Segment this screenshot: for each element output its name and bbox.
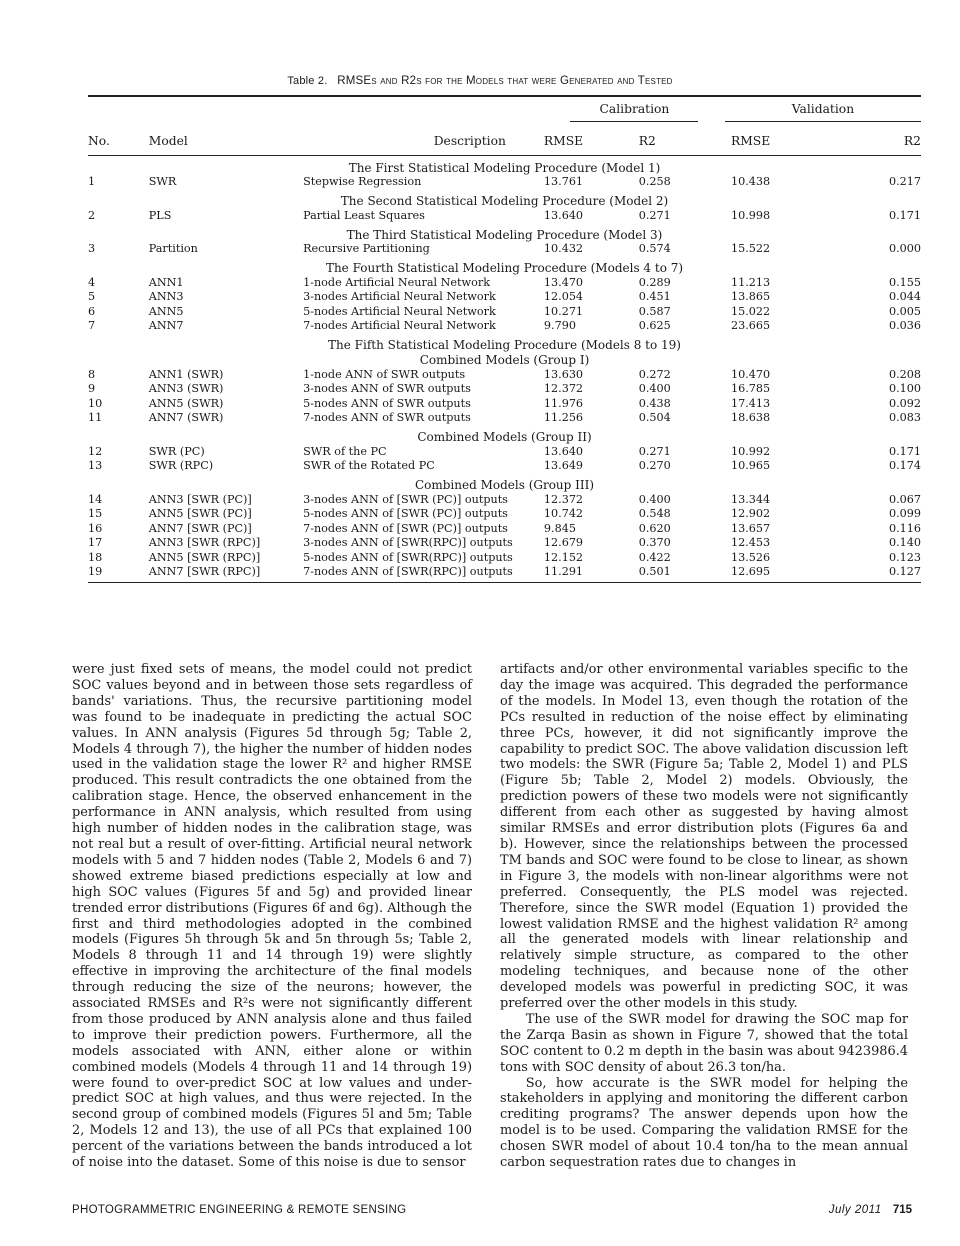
cell-val-rmse: 15.022 <box>730 304 771 318</box>
cell-val-rmse: 13.344 <box>730 492 771 506</box>
cell-val-rmse: 23.665 <box>730 319 771 332</box>
table-row <box>88 242 921 257</box>
cell-description: 3-nodes ANN of [SWR(RPC)] outputs <box>303 536 513 549</box>
journal-name: PHOTOGRAMMETRIC ENGINEERING & REMOTE SENSING <box>72 1204 407 1216</box>
cell-val-rmse: 13.526 <box>730 550 771 564</box>
cell-description: 1-node Artificial Neural Network <box>303 275 490 289</box>
cell-model: ANN1 (SWR) <box>148 367 224 381</box>
cell-description: Stepwise Regression <box>303 175 422 188</box>
table-row <box>88 209 921 224</box>
cell-no: 7 <box>88 319 96 332</box>
cell-val-rmse: 10.992 <box>730 444 771 458</box>
table-caption-text: RMSEs and R2s for the Models that were Generated and Tested <box>337 75 673 87</box>
cell-model: ANN7 <box>148 319 184 332</box>
cell-val-rmse: 12.695 <box>725 565 872 582</box>
cell-val-rmse: 11.213 <box>730 275 771 289</box>
table-row <box>88 459 921 474</box>
table-row <box>88 290 921 305</box>
cell-no: 5 <box>88 290 96 303</box>
cell-cal-r2: 0.504 <box>638 411 671 424</box>
cell-val-r2: 0.155 <box>888 275 921 289</box>
cell-val-r2: 0.005 <box>888 304 921 318</box>
cell-val-rmse: 12.453 <box>730 536 771 549</box>
cell-val-rmse: 10.470 <box>730 367 771 381</box>
table-row <box>88 305 921 320</box>
cell-description: 7-nodes Artificial Neural Network <box>303 319 496 332</box>
cell-no: 13 <box>88 459 103 472</box>
cell-description: 5-nodes ANN of [SWR (PC)] outputs <box>303 507 508 520</box>
table-row <box>88 536 921 551</box>
footer-right <box>829 1204 912 1216</box>
table-row <box>88 276 921 291</box>
cell-val-rmse: 13.657 <box>730 521 771 535</box>
cell-cal-rmse: 10.271 <box>543 304 584 318</box>
cell-cal-rmse: 11.291 <box>544 565 629 582</box>
cell-description: Recursive Partitioning <box>303 242 430 255</box>
cell-cal-rmse: 9.790 <box>543 319 576 332</box>
table-row <box>88 397 921 412</box>
cell-cal-r2: 0.620 <box>638 521 671 535</box>
paragraph: were just fixed sets of means, the model could not predict SOC values beyond and in between those sets regardless of bands' variations. Thus, the recursive partitioning model was found to be inadequate in predicting the actual SOC values. In ANN analysis (Figures 5d through 5g; Table 2, Models 4 through 7), the higher the number of hidden nodes used in the validation stage the lower R² and higher RMSE produced. This result contradicts the one obtained from the calibration stage. Hence, the observed enhancement in the performance in ANN analysis, which resulted from using high number of hidden nodes in the calibration stage, was not real but a result of over-fitting. Artificial neural network models with 5 and 7 hidden nodes (Table 2, Models 6 and 7) showed extreme biased predictions especially at low and high SOC values (Figures 5f and 5g) and provided linear trended error distributions (Figures 6f and 6g). Although the first and third methodologies adopted in the combined models (Figures 5h through 5k and 5n through 5s; Table 2, Models 8 through 11 and 14 through 19) were slightly effective in improving the architecture of the final models through reducing the size of the neurons; however, the associated RMSEs and R²s were not significantly different from those produced by ANN analysis alone and thus failed to improve their prediction powers. Furthermore, all the models associated with ANN, either alone or within combined models (Models 4 through 11 and 14 through 19) were found to over-predict SOC at low values and under-predict SOC at high values, and thus were rejected. In the second group of combined models (Figures 5l and 5m; Table 2, Models 12 and 13), the use of all PCs that explained 100 percent of the variations between the bands introduced a lot of noise into the dataset. Some of this noise is due to sensor <box>72 662 472 1171</box>
cell-cal-r2: 0.272 <box>638 367 671 381</box>
issue-date: July 2011 <box>828 1204 882 1216</box>
results-table <box>88 95 921 583</box>
cell-val-rmse: 10.438 <box>730 175 771 188</box>
table-row <box>88 175 921 190</box>
validation-header: Validation <box>725 102 921 122</box>
cell-cal-rmse: 13.761 <box>543 175 584 188</box>
section-title: Combined Models (Group II) <box>417 430 592 444</box>
cell-description: 3-nodes ANN of SWR outputs <box>303 382 471 395</box>
cell-cal-r2: 0.258 <box>638 175 671 188</box>
paragraph: The use of the SWR model for drawing the SOC map for the Zarqa Basin as shown in Figure 7, showed that the total SOC content to 0.2 m depth in the basin was about 9423986.4 tons with SOC density of about 26.3 ton/ha. <box>500 1011 908 1075</box>
cell-val-r2: 0.083 <box>888 411 921 424</box>
cell-no: 11 <box>88 411 103 424</box>
section-header-row <box>88 223 921 242</box>
results-table-body <box>88 156 921 583</box>
cell-cal-r2: 0.451 <box>638 290 671 303</box>
cell-val-r2: 0.140 <box>888 536 921 549</box>
table-caption <box>0 75 960 87</box>
cell-val-r2: 0.099 <box>888 507 921 520</box>
section-header-row <box>88 334 921 368</box>
cell-val-r2: 0.208 <box>888 367 921 381</box>
cell-no: 1 <box>88 175 96 188</box>
cell-val-r2: 0.092 <box>888 396 921 410</box>
cell-model: PLS <box>148 208 172 222</box>
cell-cal-rmse: 13.640 <box>543 208 584 222</box>
cell-cal-r2: 0.587 <box>638 304 671 318</box>
cell-val-rmse: 18.638 <box>730 411 771 424</box>
cell-cal-r2: 0.271 <box>638 444 671 458</box>
cell-val-rmse: 17.413 <box>730 396 771 410</box>
cell-no: 8 <box>88 367 96 381</box>
cell-no: 18 <box>88 550 103 564</box>
cell-val-r2: 0.171 <box>888 444 921 458</box>
cell-cal-rmse: 13.630 <box>543 367 584 381</box>
cell-cal-r2: 0.289 <box>638 275 671 289</box>
table-row <box>88 368 921 383</box>
cell-cal-rmse: 13.649 <box>543 459 584 472</box>
cell-description: SWR of the Rotated PC <box>303 459 435 472</box>
cell-val-r2: 0.174 <box>888 459 921 472</box>
cell-cal-rmse: 12.372 <box>543 382 584 395</box>
cell-model: ANN5 (SWR) <box>148 396 224 410</box>
left-column-text <box>72 662 472 1171</box>
cell-cal-r2: 0.574 <box>638 242 671 255</box>
cell-description: 7-nodes ANN of [SWR (PC)] outputs <box>303 521 508 535</box>
cell-no: 17 <box>88 536 103 549</box>
cell-cal-r2: 0.548 <box>638 507 671 520</box>
cell-description: 5-nodes Artificial Neural Network <box>303 304 496 318</box>
cell-model: SWR <box>148 175 177 188</box>
cell-no: 2 <box>88 208 96 222</box>
cell-description: 5-nodes ANN of SWR outputs <box>303 396 471 410</box>
paragraph: artifacts and/or other environmental variables specific to the day the image was acquired. This degraded the performance of the models. In Model 13, even though the rotation of the PCs resulted in reduction of the noise effect by eliminating three PCs, however, it did not significantly improve the capability to predict SOC. The above validation discussion left two models: the SWR (Figure 5a; Table 2, Model 1) and PLS (Figure 5b; Table 2, Model 2) models. Obviously, the prediction powers of these two models were not significantly different from each other as suggested by having almost similar RMSEs and error distribution plots (Figures 6a and b). However, since the relationships between the processed TM bands and SOC were found to be close to linear, as shown in Figure 3, the models with non-linear algorithms were not preferred. Consequently, the PLS model was rejected. Therefore, since the SWR model (Equation 1) provided the lowest validation RMSE and the highest validation R² among all the generated models with linear relationship and relatively simple structure, as compared to the other modeling techniques, and because none of the other developed models was powerful in predicting SOC, it was preferred over the other models in this study. <box>500 662 908 1012</box>
cell-val-rmse: 13.865 <box>730 290 771 303</box>
cell-no: 19 <box>88 565 135 582</box>
section-title: The Second Statistical Modeling Procedure (Model 2) <box>340 194 669 208</box>
cell-cal-rmse: 9.845 <box>543 521 576 535</box>
cell-cal-rmse: 12.679 <box>543 536 584 549</box>
cell-model: SWR (PC) <box>148 444 205 458</box>
cell-val-rmse: 10.998 <box>730 208 771 222</box>
cell-cal-r2: 0.370 <box>638 536 671 549</box>
cell-cal-r2: 0.271 <box>638 208 671 222</box>
cell-cal-rmse: 11.976 <box>543 396 584 410</box>
cell-description: 3-nodes Artificial Neural Network <box>303 290 496 303</box>
cell-val-rmse: 10.965 <box>730 459 771 472</box>
cell-model: ANN1 <box>148 275 184 289</box>
cell-cal-r2: 0.400 <box>638 382 671 395</box>
cell-val-r2: 0.100 <box>888 382 921 395</box>
table-row <box>88 565 921 582</box>
section-header-row <box>88 156 921 176</box>
section-header-row <box>88 426 921 445</box>
cell-description: 3-nodes ANN of [SWR (PC)] outputs <box>303 492 508 506</box>
table-row <box>88 382 921 397</box>
col-no: No. <box>88 127 135 156</box>
cell-val-r2: 0.171 <box>888 208 921 222</box>
cell-cal-r2: 0.625 <box>638 319 671 332</box>
cell-cal-r2: 0.270 <box>638 459 671 472</box>
section-title: The Fourth Statistical Modeling Procedure (Models 4 to 7) <box>325 261 684 275</box>
section-title: Combined Models (Group III) <box>414 478 595 492</box>
col-val-r2: R2 <box>872 127 921 156</box>
cell-no: 10 <box>88 396 103 410</box>
cell-val-r2: 0.067 <box>888 492 921 506</box>
calibration-header: Calibration <box>570 102 698 122</box>
cell-description: SWR of the PC <box>303 444 387 458</box>
cell-val-rmse: 15.522 <box>730 242 771 255</box>
cell-cal-rmse: 12.054 <box>543 290 584 303</box>
cell-model: ANN5 <box>148 304 184 318</box>
cell-model: ANN3 [SWR (RPC)] <box>148 536 261 549</box>
section-title: The First Statistical Modeling Procedure (Model 1) <box>348 160 661 175</box>
cell-description: 7-nodes ANN of SWR outputs <box>303 411 471 424</box>
cell-cal-rmse: 10.432 <box>543 242 584 255</box>
cell-no: 15 <box>88 507 103 520</box>
col-val-rmse: RMSE <box>725 127 872 156</box>
cell-no: 16 <box>88 521 103 535</box>
cell-description: Partial Least Squares <box>303 208 425 222</box>
cell-description: 7-nodes ANN of [SWR(RPC)] outputs <box>287 565 544 582</box>
right-column-text <box>500 662 908 1171</box>
cell-model: ANN3 <box>148 290 184 303</box>
section-header-row <box>88 474 921 493</box>
section-title: The Fifth Statistical Modeling Procedure (Models 8 to 19) Combined Models (Group I) <box>328 337 681 367</box>
col-cal-r2: R2 <box>629 127 725 156</box>
cell-model: ANN5 [SWR (PC)] <box>148 507 252 520</box>
table-row <box>88 507 921 522</box>
table-row <box>88 445 921 460</box>
cell-model: ANN3 [SWR (PC)] <box>148 492 252 506</box>
cell-val-rmse: 12.902 <box>730 507 771 520</box>
cell-cal-rmse: 12.372 <box>543 492 584 506</box>
cell-no: 4 <box>88 275 96 289</box>
table-row <box>88 411 921 426</box>
cell-val-r2: 0.036 <box>888 319 921 332</box>
cell-val-r2: 0.044 <box>888 290 921 303</box>
cell-cal-rmse: 10.742 <box>543 507 584 520</box>
table-row <box>88 522 921 537</box>
cell-cal-rmse: 12.152 <box>543 550 584 564</box>
cell-model: ANN7 [SWR (RPC)] <box>135 565 287 582</box>
cell-val-r2: 0.127 <box>872 565 921 582</box>
section-title: The Third Statistical Modeling Procedure (Model 3) <box>346 227 663 242</box>
cell-model: ANN5 [SWR (RPC)] <box>148 550 261 564</box>
col-model: Model <box>135 127 287 156</box>
section-header-row <box>88 190 921 209</box>
cell-val-r2: 0.123 <box>888 550 921 564</box>
cell-model: ANN7 [SWR (PC)] <box>148 521 252 535</box>
col-cal-rmse: RMSE <box>544 127 629 156</box>
cell-model: ANN7 (SWR) <box>148 411 224 424</box>
section-header-row <box>88 257 921 276</box>
cell-no: 6 <box>88 304 96 318</box>
paragraph: So, how accurate is the SWR model for helping the stakeholders in applying and monitoring the different carbon crediting programs? The answer depends upon how the model is to be used. Comparing the validation RMSE for the chosen SWR model of about 10.4 ton/ha to the mean annual carbon sequestration rates due to changes in <box>500 1075 908 1171</box>
cell-model: ANN3 (SWR) <box>148 382 224 395</box>
cell-cal-r2: 0.438 <box>638 396 671 410</box>
cell-val-r2: 0.217 <box>888 175 921 188</box>
table-row <box>88 493 921 508</box>
cell-no: 3 <box>88 242 96 255</box>
page-number: 715 <box>892 1204 912 1216</box>
cell-no: 9 <box>88 382 96 395</box>
cell-no: 14 <box>88 492 103 506</box>
cell-no: 12 <box>88 444 103 458</box>
table-row <box>88 551 921 566</box>
cell-cal-rmse: 13.640 <box>543 444 584 458</box>
cell-model: SWR (RPC) <box>148 459 214 472</box>
cell-cal-rmse: 11.256 <box>543 411 584 424</box>
cell-val-r2: 0.116 <box>888 521 921 535</box>
cell-val-r2: 0.000 <box>888 242 921 255</box>
cell-description: 5-nodes ANN of [SWR(RPC)] outputs <box>303 550 513 564</box>
cell-model: Partition <box>148 242 198 255</box>
cell-val-rmse: 16.785 <box>730 382 771 395</box>
cell-cal-r2: 0.422 <box>638 550 671 564</box>
cell-description: 1-node ANN of SWR outputs <box>303 367 466 381</box>
cell-cal-rmse: 13.470 <box>543 275 584 289</box>
cell-cal-r2: 0.501 <box>629 565 725 582</box>
table-caption-label: Table 2. <box>287 75 328 87</box>
table-row <box>88 319 921 334</box>
col-description: Description <box>287 127 544 156</box>
cell-cal-r2: 0.400 <box>638 492 671 506</box>
